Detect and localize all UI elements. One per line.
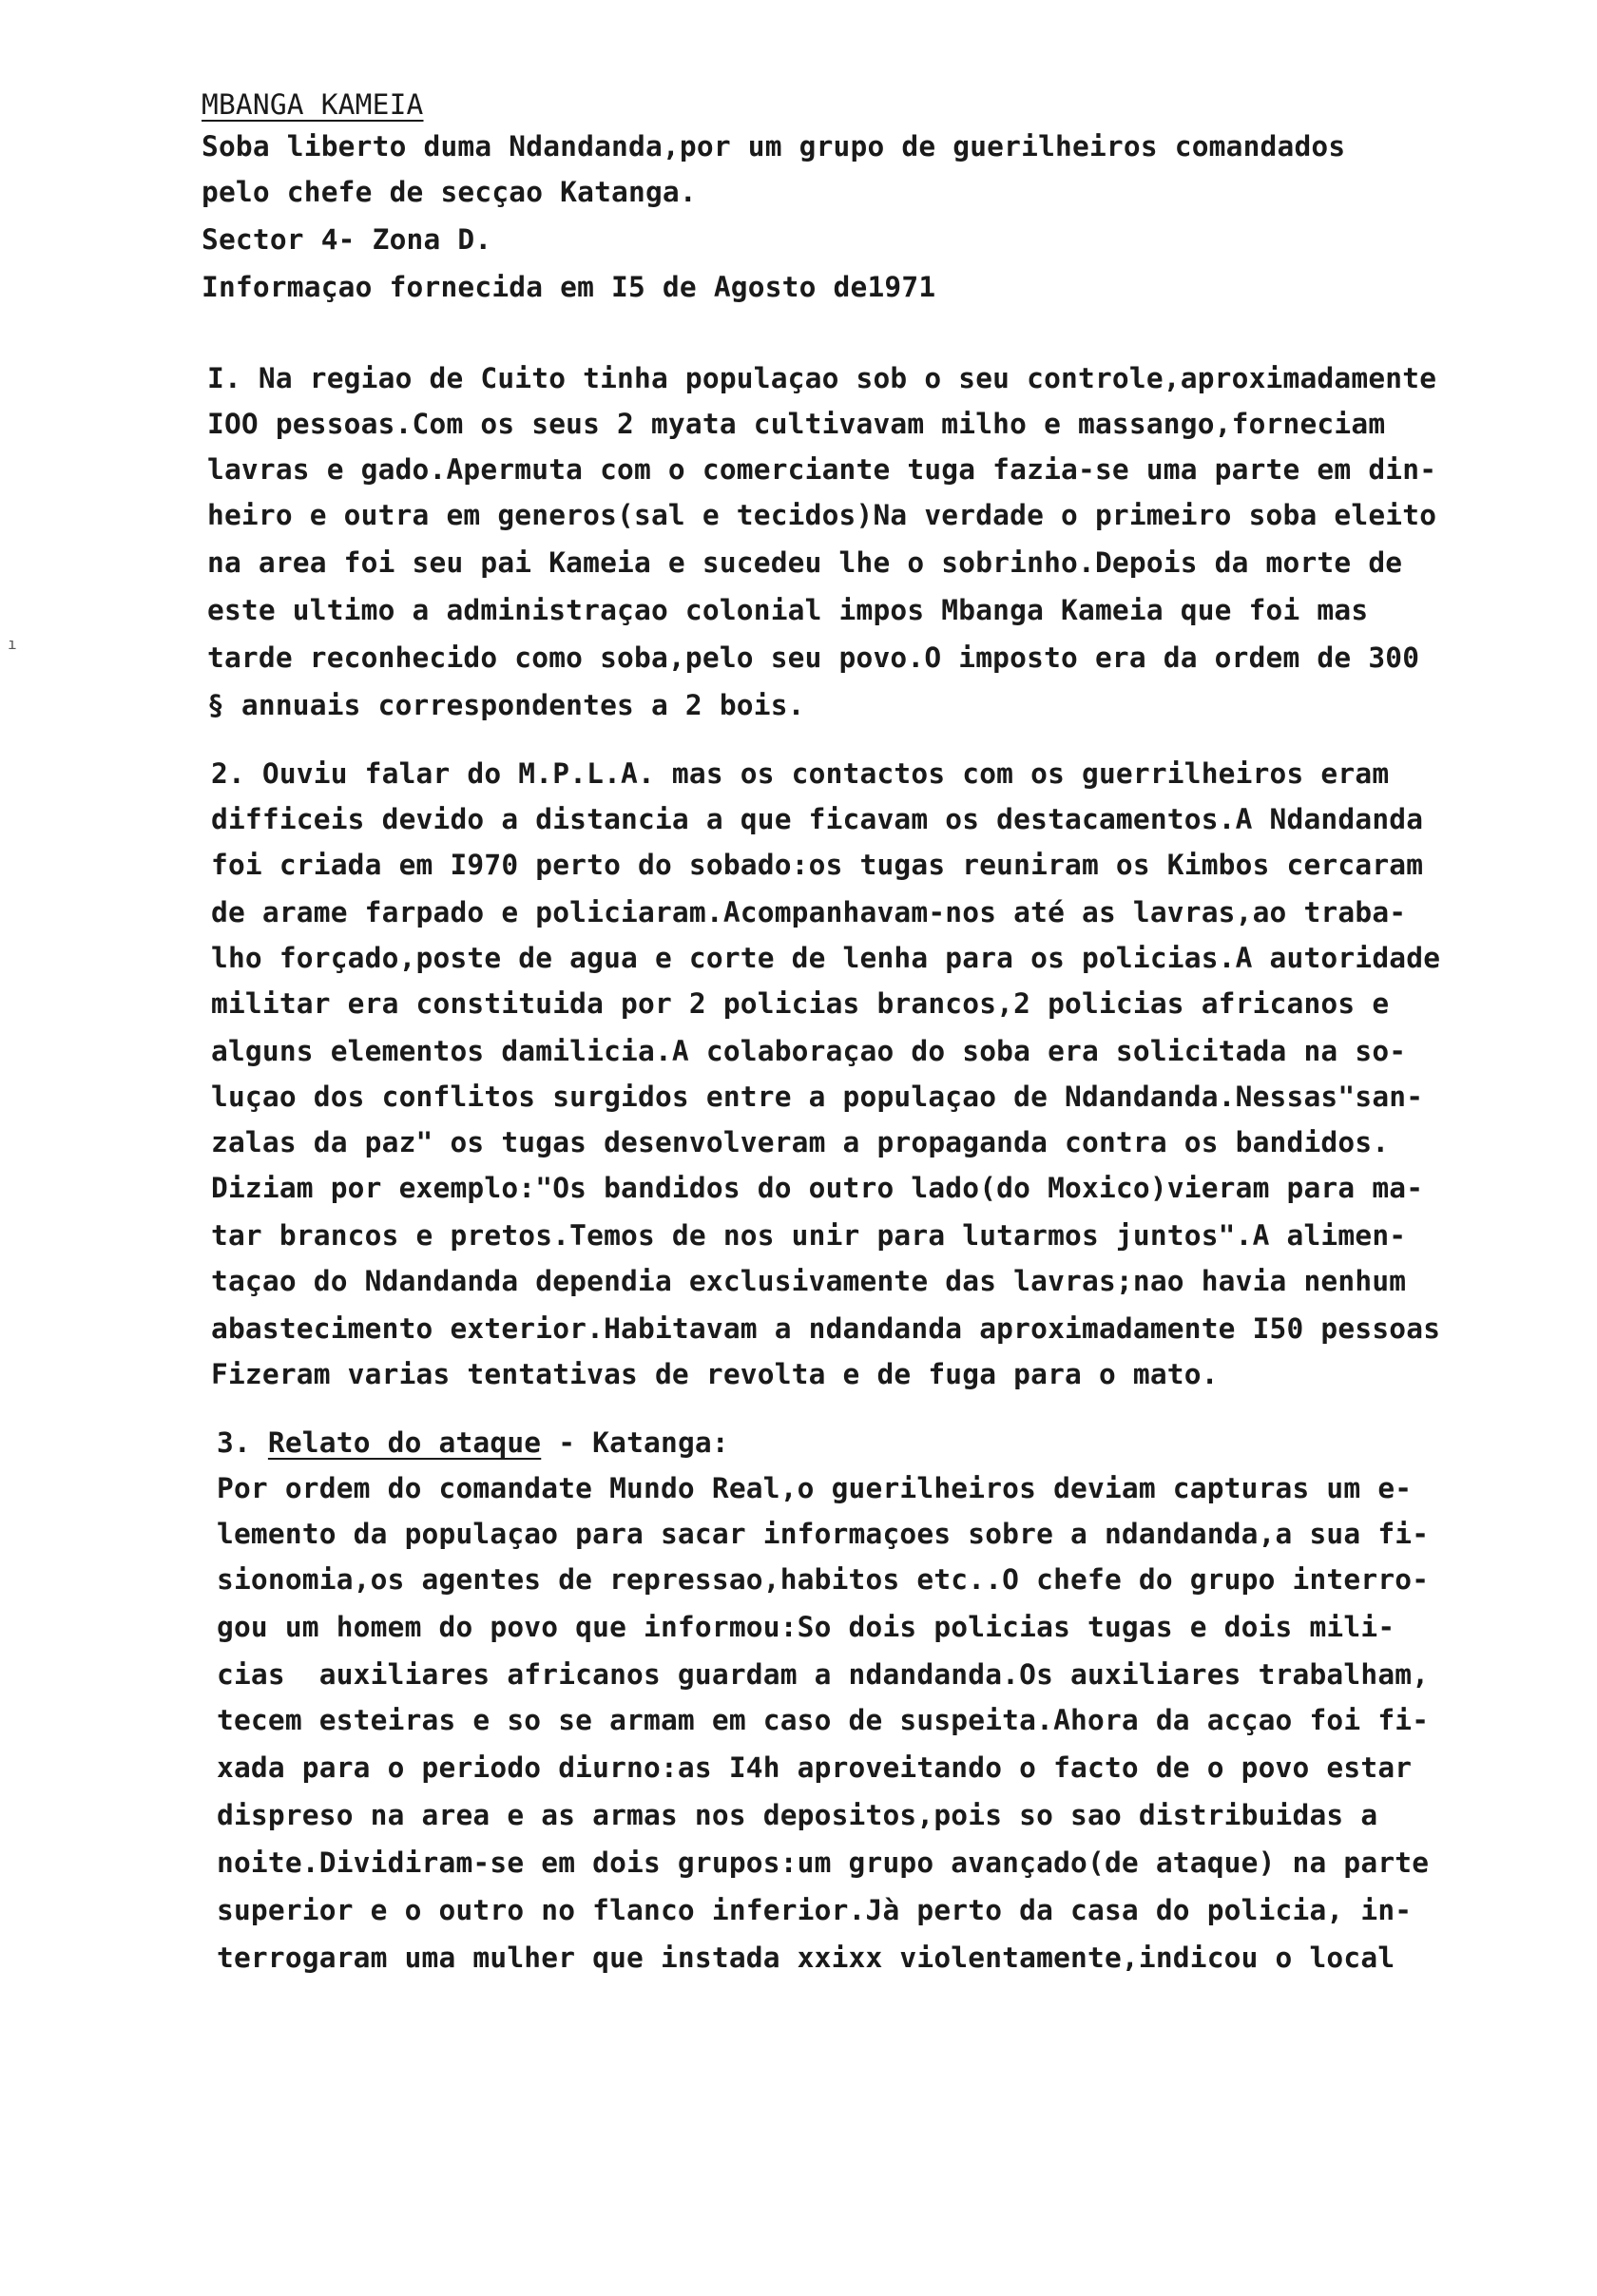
paragraph-3-line: tecem esteiras e so se armam em caso de suspeita.Ahora da acçao foi fi- — [217, 1704, 1430, 1736]
paragraph-2-line: taçao do Ndandanda dependia exclusivamente das lavras;nao havia nenhum — [211, 1265, 1407, 1297]
paragraph-3-line: noite.Dividiram-se em dois grupos:um grupo avançado(de ataque) na parte — [217, 1846, 1430, 1879]
paragraph-2-line: lho forçado,poste de agua e corte de lenha para os policias.A autoridade — [211, 942, 1441, 974]
paragraph-2-line: Fizeram varias tentativas de revolta e de fuga para o mato. — [211, 1358, 1219, 1390]
header-line: pelo chefe de secçao Katanga. — [202, 176, 697, 208]
section-heading: Relato do ataque — [267, 1426, 542, 1459]
margin-mark: ı — [8, 635, 17, 653]
document-title: MBANGA KAMEIA — [202, 88, 424, 121]
paragraph-1-line: lavras e gado.Apermuta com o comerciante tuga fazia-se uma parte em din- — [207, 453, 1437, 486]
paragraph-2-line: 2. Ouviu falar do M.P.L.A. mas os contactos com os guerrilheiros eram — [211, 757, 1390, 790]
paragraph-1-line: § annuais correspondentes a 2 bois. — [207, 689, 805, 721]
paragraph-3-line: superior e o outro no flanco inferior.Jà perto da casa do policia, in- — [217, 1894, 1413, 1926]
paragraph-3-line: gou um homem do povo que informou:So dois policias tugas e dois mili- — [217, 1611, 1395, 1643]
paragraph-2-line: tar brancos e pretos.Temos de nos unir para lutarmos juntos".A alimen- — [211, 1219, 1407, 1252]
paragraph-1-line: I. Na regiao de Cuito tinha populaçao sob o seu controle,aproximadamente — [207, 362, 1437, 394]
paragraph-2-line: foi criada em I970 perto do sobado:os tugas reuniram os Kimbos cercaram — [211, 849, 1424, 881]
paragraph-2-line: abastecimento exterior.Habitavam a ndandanda aproximadamente I50 pessoas — [211, 1312, 1441, 1345]
paragraph-1-line: tarde reconhecido como soba,pelo seu povo.O imposto era da ordem de 300 — [207, 641, 1420, 674]
section-number: 3. — [217, 1426, 251, 1459]
section-heading-suffix: - Katanga: — [541, 1426, 729, 1459]
header-line: Informaçao fornecida em I5 de Agosto de1971 — [202, 271, 936, 303]
paragraph-2-line: Diziam por exemplo:"Os bandidos do outro lado(do Moxico)vieram para ma- — [211, 1172, 1424, 1204]
paragraph-2-line: zalas da paz" os tugas desenvolveram a propaganda contra os bandidos. — [211, 1126, 1390, 1158]
paragraph-3-line: cias auxiliares africanos guardam a ndandanda.Os auxiliares trabalham, — [217, 1658, 1430, 1691]
paragraph-2-line: difficeis devido a distancia a que ficavam os destacamentos.A Ndandanda — [211, 803, 1424, 835]
paragraph-3-line: lemento da populaçao para sacar informaçoes sobre a ndandanda,a sua fi- — [217, 1518, 1430, 1550]
paragraph-2-line: militar era constituida por 2 policias brancos,2 policias africanos e — [211, 987, 1390, 1020]
paragraph-3-heading — [217, 1424, 729, 1462]
paragraph-2-line: alguns elementos damilicia.A colaboraçao do soba era solicitada na so- — [211, 1035, 1407, 1067]
paragraph-2-line: luçao dos conflitos surgidos entre a populaçao de Ndandanda.Nessas"san- — [211, 1081, 1424, 1113]
paragraph-3-line: dispreso na area e as armas nos depositos,pois so sao distribuidas a — [217, 1799, 1378, 1831]
paragraph-3-line: Por ordem do comandate Mundo Real,o guerilheiros deviam capturas um e- — [217, 1472, 1413, 1504]
paragraph-3-line: xada para o periodo diurno:as I4h aproveitando o facto de o povo estar — [217, 1751, 1413, 1784]
paragraph-1-line: este ultimo a administraçao colonial impos Mbanga Kameia que foi mas — [207, 594, 1369, 626]
paragraph-1-line: heiro e outra em generos(sal e tecidos)Na verdade o primeiro soba eleito — [207, 499, 1437, 531]
paragraph-3-line: terrogaram uma mulher que instada xxixx violentamente,indicou o local — [217, 1942, 1395, 1974]
header-line: Soba liberto duma Ndandanda,por um grupo de guerilheiros comandados — [202, 130, 1346, 163]
paragraph-1-line: na area foi seu pai Kameia e sucedeu lhe o sobrinho.Depois da morte de — [207, 546, 1403, 579]
paragraph-1-line: IOO pessoas.Com os seus 2 myata cultivavam milho e massango,forneciam — [207, 408, 1386, 440]
paragraph-3-line: sionomia,os agentes de repressao,habitos etc..O chefe do grupo interro- — [217, 1563, 1430, 1596]
paragraph-2-line: de arame farpado e policiaram.Acompanhavam-nos até as lavras,ao traba- — [211, 896, 1407, 928]
header-line: Sector 4- Zona D. — [202, 223, 492, 256]
